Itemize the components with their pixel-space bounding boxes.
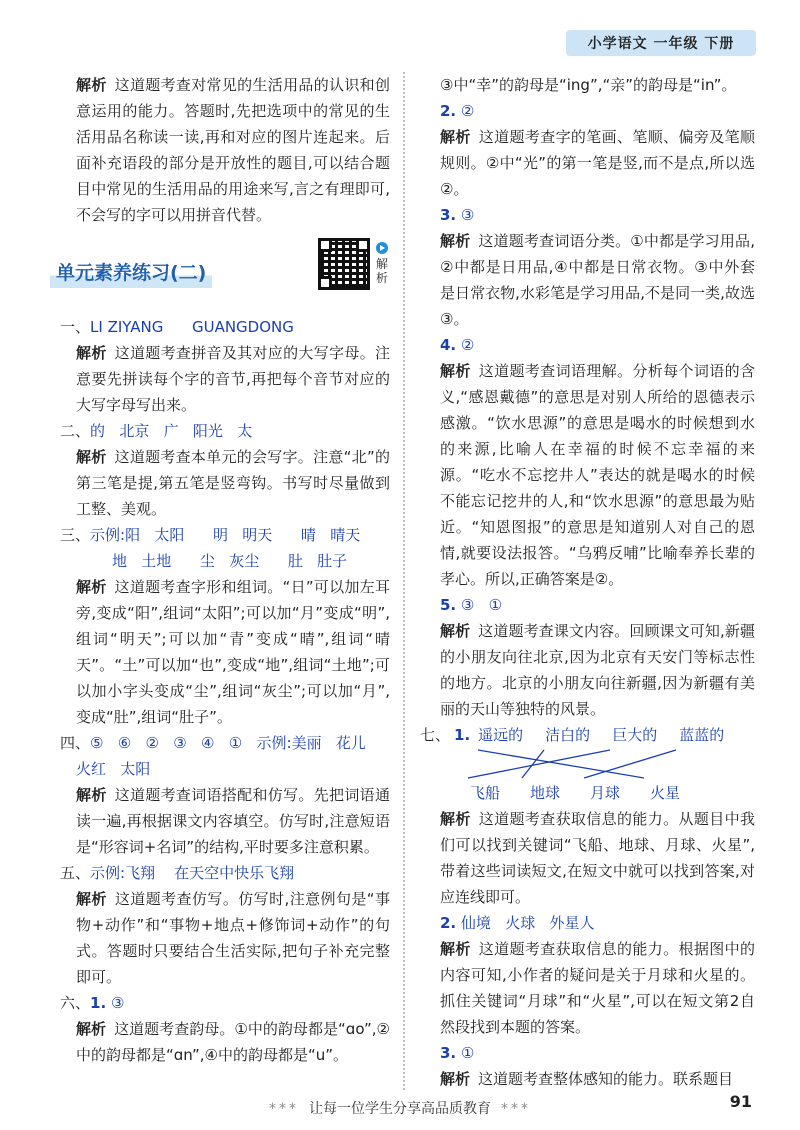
column-divider bbox=[403, 72, 405, 1090]
question-3 bbox=[60, 522, 390, 730]
question-2 bbox=[60, 418, 390, 522]
question-6-2 bbox=[440, 98, 755, 202]
r3-explanation: 解析 这道题考查词语分类。①中都是学习用品,②中都是日用品,④中都是日常衣物。③中外套是日常衣物,水彩笔是学习用品,不是同一类,故选③。 bbox=[440, 232, 755, 328]
q3-explanation: 解析 这道题考查字形和组词。“日”可以加左耳旁,变成“阳”,组词“太阳”;可以加“月”变成“明”,组词“明天”;可以加“青”变成“晴”,组词“晴天”。“土”可以加“也”,变成“地”,组词“土地”;可以加小字头变成“尘”,组词“灰尘”;可以加“月”,变成“肚”,组词“肚子”。 bbox=[76, 578, 390, 726]
q6-explanation-cont: ③中“幸”的韵母是“ing”,“亲”的韵母是“in”。 bbox=[440, 76, 737, 94]
question-6-5 bbox=[440, 592, 755, 722]
question-7 bbox=[420, 722, 755, 806]
left-column bbox=[56, 72, 390, 1068]
r3-answer: 3. ③ bbox=[440, 206, 475, 224]
question-6 bbox=[60, 990, 390, 1068]
header-badge: 小学语文 一年级 下册 bbox=[566, 30, 756, 56]
r8-explanation: 解析 这道题考查获取信息的能力。根据图中的内容可知,小作者的疑问是关于月球和火星的。抓住关键词“月球”和“火星”,可以在短文第2自然段找到本题的答案。 bbox=[440, 940, 755, 1036]
right-column bbox=[420, 72, 755, 1092]
page-number: 91 bbox=[729, 1092, 752, 1111]
r2-answer: 2. ② bbox=[440, 102, 475, 120]
match-line bbox=[478, 750, 644, 778]
r4-explanation: 解析 这道题考查词语理解。分析每个词语的含义,“感恩戴德”的意思是对别人所给的恩德表示感激。“饮水思源”的意思是喝水的时候想到水的来源,比喻人在幸福的时候不忘幸福的来源。“吃水不忘挖井人”表达的就是喝水的时候不能忘记挖井的人,和“饮水思源”的意思最为贴近。“知恩图报”的意思是知道别人对自己的恩情,就要设法报答。“乌鸦反哺”比喻奉养长辈的孝心。所以,正确答案是②。 bbox=[440, 362, 755, 588]
q1-explanation: 解析 这道题考查拼音及其对应的大写字母。注意要先拼读每个字的音节,再把每个音节对应的大写字母写出来。 bbox=[76, 344, 390, 414]
section-header bbox=[56, 242, 390, 306]
match-top-word: 巨大的 bbox=[612, 726, 658, 744]
analysis-label: 解析 bbox=[76, 76, 107, 94]
play-icon bbox=[376, 242, 388, 254]
question-7-2 bbox=[440, 910, 755, 1040]
question-1 bbox=[60, 314, 390, 418]
r2-explanation: 解析 这道题考查字的笔画、笔顺、偏旁及笔顺规则。②中“光”的第一笔是竖,而不是点,所以选②。 bbox=[440, 128, 755, 198]
q1-answer: 一、LI ZIYANG GUANGDONG bbox=[60, 318, 294, 336]
q4-answer-line2: 火红 太阳 bbox=[76, 760, 151, 778]
question-4 bbox=[60, 730, 390, 860]
match-top-word: 蓝蓝的 bbox=[679, 726, 725, 744]
q6-explanation: 解析 这道题考查韵母。①中的韵母都是“ɑo”,②中的韵母都是“ɑn”,④中的韵母都是“u”。 bbox=[76, 1020, 390, 1064]
q5-answer: 五、示例:飞翔 在天空中快乐飞翔 bbox=[60, 864, 295, 882]
question-5 bbox=[60, 860, 390, 990]
match-bottom-row bbox=[420, 780, 755, 806]
qr-caption[interactable]: 解析 bbox=[376, 242, 390, 285]
r4-answer: 4. ② bbox=[440, 336, 475, 354]
question-6-3 bbox=[440, 202, 755, 332]
section-title: 单元素养练习(二) bbox=[50, 260, 212, 288]
q2-answer: 二、的 北京 广 阳光 太 bbox=[60, 422, 253, 440]
q4-explanation: 解析 这道题考查词语搭配和仿写。先把词语通读一遍,再根据课文内容填空。仿写时,注意短语是“形容词+名词”的结构,平时要多注意积累。 bbox=[76, 786, 390, 856]
q6-answer: 六、1. ③ bbox=[60, 994, 125, 1012]
qr-finder bbox=[356, 238, 370, 252]
match-top-word: 洁白的 bbox=[545, 726, 591, 744]
match-line bbox=[584, 750, 676, 778]
question-6-4 bbox=[440, 332, 755, 592]
match-bottom-word: 地球 bbox=[530, 784, 561, 802]
footer-slogan: 让每一位学生分享高品质教育 bbox=[309, 1101, 491, 1117]
q3-answer-line1: 三、示例:阳 太阳 明 明天 晴 晴天 bbox=[60, 526, 361, 544]
q2-explanation: 解析 这道题考查本单元的会写字。注意“北”的第三笔是提,第五笔是竖弯钩。书写时尽量做到工整、美观。 bbox=[76, 448, 390, 518]
qr-finder bbox=[318, 276, 332, 290]
footer: *** 让每一位学生分享高品质教育 *** bbox=[269, 1101, 531, 1117]
qr-finder bbox=[318, 238, 332, 252]
r7-explanation: 解析 这道题考查获取信息的能力。从题目中我们可以找到关键词“飞船、地球、月球、火星”,带着这些词读短文,在短文中就可以找到答案,对应连线即可。 bbox=[440, 810, 755, 906]
q5-explanation: 解析 这道题考查仿写。仿写时,注意例句是“事物+动作”和“事物+地点+修饰词+动作”的句式。答题时只要结合生活实际,把句子补充完整即可。 bbox=[76, 890, 390, 986]
match-line bbox=[468, 750, 610, 778]
matching-lines bbox=[444, 748, 704, 780]
match-bottom-word: 火星 bbox=[650, 784, 681, 802]
match-top-word: 遥远的 bbox=[478, 726, 524, 744]
question-7-3 bbox=[440, 1040, 755, 1092]
q4-answer-line1: 四、⑤ ⑥ ② ③ ④ ① 示例:美丽 花儿 bbox=[60, 734, 366, 752]
r8-answer: 2. 仙境 火球 外星人 bbox=[440, 914, 595, 932]
r5-answer: 5. ③ ① bbox=[440, 596, 503, 614]
r9-explanation: 解析 这道题考查整体感知的能力。联系题目 bbox=[440, 1070, 734, 1088]
r5-explanation: 解析 这道题考查课文内容。回顾课文可知,新疆的小朋友向往北京,因为北京有天安门等标志性的地方。北京的小朋友向往新疆,因为新疆有美丽的天山等独特的风景。 bbox=[440, 622, 755, 718]
match-top-row: 七、 1. 遥远的 洁白的 巨大的 蓝蓝的 bbox=[420, 722, 755, 748]
intro-explanation: 解析 这道题考查对常见的生活用品的认识和创意运用的能力。答题时,先把选项中的常见的生活用品名称读一读,再和对应的图片连起来。后面补充语段的部分是开放性的题目,可以结合题目中常见的生活用品的用途来写,言之有理即可,不会写的字可以用拼音代替。 bbox=[76, 76, 390, 224]
r9-answer: 3. ① bbox=[440, 1044, 475, 1062]
q3-answer-line2: 地 土地 尘 灰尘 肚 肚子 bbox=[112, 552, 348, 570]
match-bottom-word: 月球 bbox=[590, 784, 621, 802]
qr-code[interactable] bbox=[318, 238, 370, 290]
match-bottom-word: 飞船 bbox=[470, 784, 501, 802]
